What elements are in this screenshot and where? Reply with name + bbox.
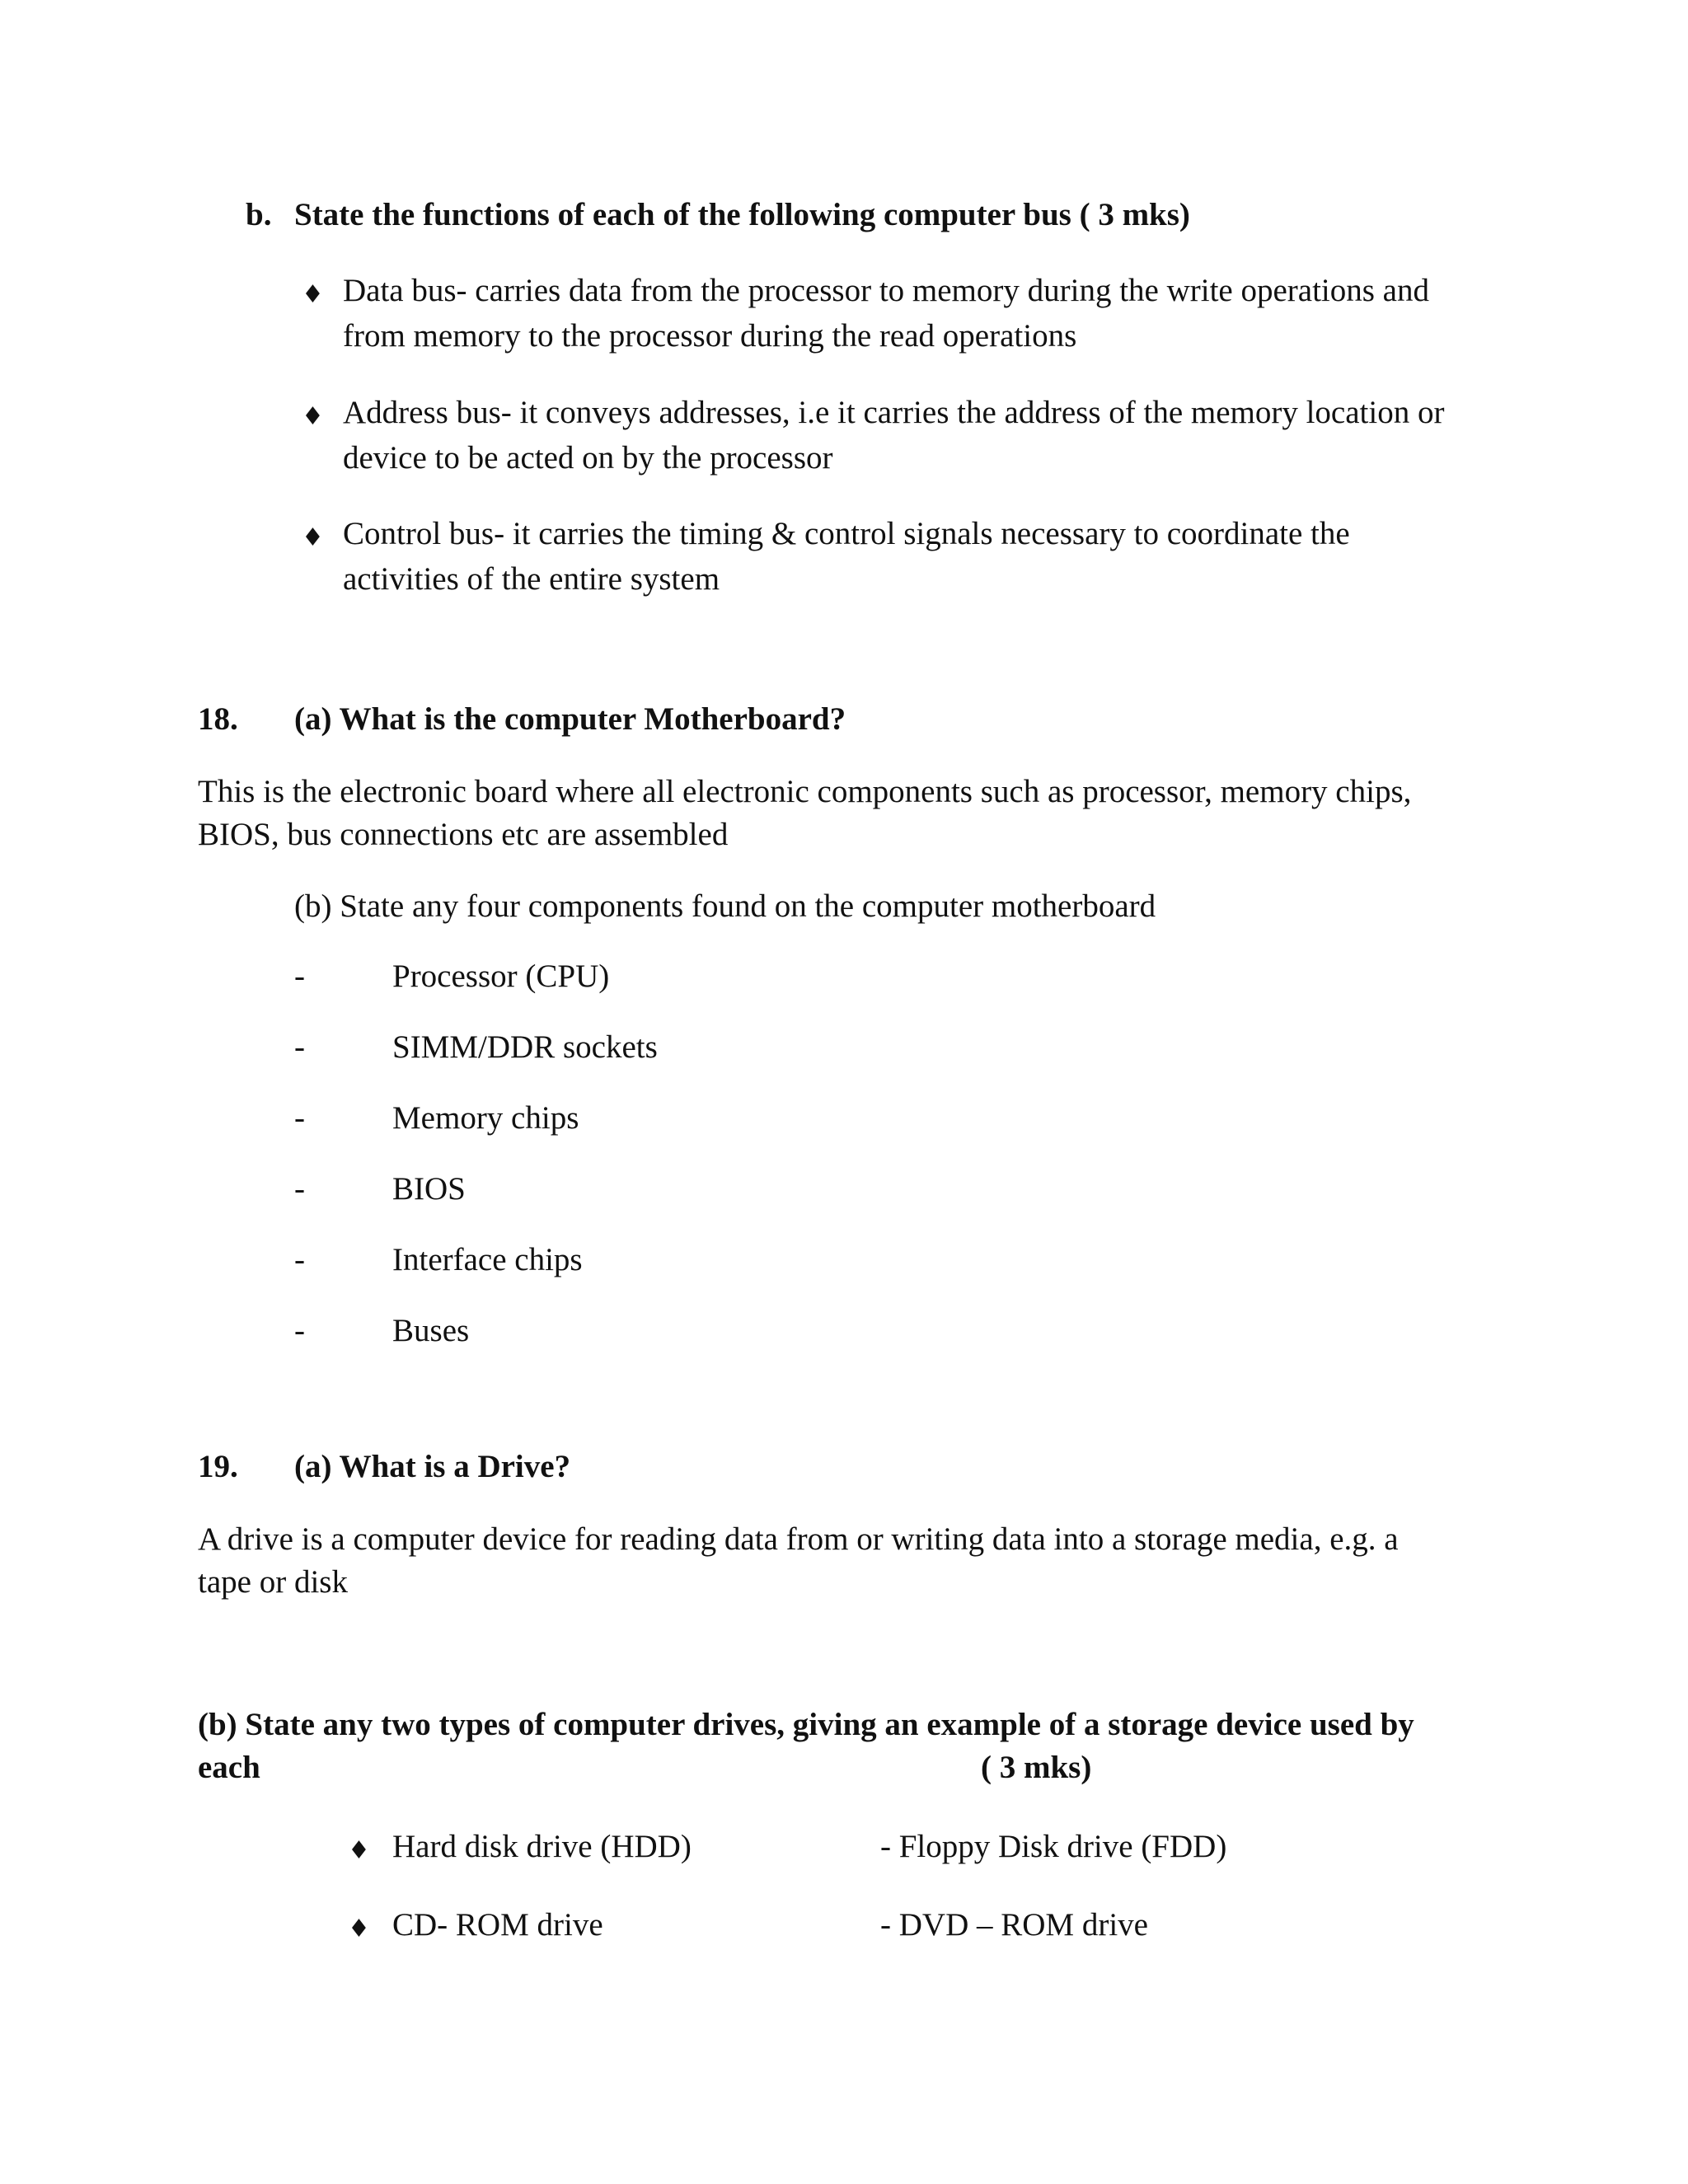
bullet-text-line: Address bus- it conveys addresses, i.e it carries the address of the memory location or	[343, 395, 1445, 430]
component-item: Interface chips	[392, 1242, 583, 1277]
drive-type: - DVD – ROM drive	[880, 1907, 1148, 1943]
diamond-bullet-icon: ♦	[302, 523, 324, 552]
dash-bullet: -	[294, 1029, 305, 1065]
answer-19a-line: tape or disk	[198, 1564, 348, 1600]
question-number: 19.	[198, 1449, 238, 1484]
section-b-label: b.	[246, 197, 272, 232]
dash-bullet: -	[294, 958, 305, 994]
component-item: BIOS	[392, 1171, 466, 1207]
diamond-bullet-icon: ♦	[302, 280, 324, 309]
question-18a: (a) What is the computer Motherboard?	[294, 701, 846, 737]
answer-18a-line: This is the electronic board where all electronic components such as processor, memory chips,	[198, 774, 1412, 809]
dash-bullet: -	[294, 1100, 305, 1136]
dash-bullet: -	[294, 1313, 305, 1348]
bullet-text-line: Control bus- it carries the timing & control signals necessary to coordinate the	[343, 516, 1350, 551]
drive-type: CD- ROM drive	[392, 1907, 603, 1943]
bullet-text-line: from memory to the processor during the read operations	[343, 318, 1077, 354]
bullet-text-line: activities of the entire system	[343, 561, 720, 597]
answer-18a-line: BIOS, bus connections etc are assembled	[198, 817, 729, 852]
question-19b-line2: each	[198, 1750, 260, 1785]
component-item: SIMM/DDR sockets	[392, 1029, 658, 1065]
component-item: Memory chips	[392, 1100, 579, 1136]
diamond-bullet-icon: ♦	[348, 1836, 370, 1865]
bullet-text-line: Data bus- carries data from the processor to memory during the write operations and	[343, 273, 1429, 308]
bullet-text-line: device to be acted on by the processor	[343, 440, 833, 476]
component-item: Buses	[392, 1313, 470, 1348]
answer-19a-line: A drive is a computer device for reading data from or writing data into a storage media, e.g. a	[198, 1521, 1399, 1557]
dash-bullet: -	[294, 1171, 305, 1207]
question-19a: (a) What is a Drive?	[294, 1449, 571, 1484]
dash-bullet: -	[294, 1242, 305, 1277]
drive-type: Hard disk drive (HDD)	[392, 1829, 692, 1864]
drive-type: - Floppy Disk drive (FDD)	[880, 1829, 1227, 1864]
diamond-bullet-icon: ♦	[348, 1915, 370, 1943]
question-18b: (b) State any four components found on the computer motherboard	[294, 888, 1156, 924]
marks-label: ( 3 mks)	[981, 1750, 1092, 1785]
question-number: 18.	[198, 701, 238, 737]
section-b-heading: State the functions of each of the following computer bus ( 3 mks)	[294, 197, 1190, 232]
diamond-bullet-icon: ♦	[302, 402, 324, 431]
component-item: Processor (CPU)	[392, 958, 610, 994]
question-19b: (b) State any two types of computer drives, giving an example of a storage device used by	[198, 1707, 1414, 1742]
